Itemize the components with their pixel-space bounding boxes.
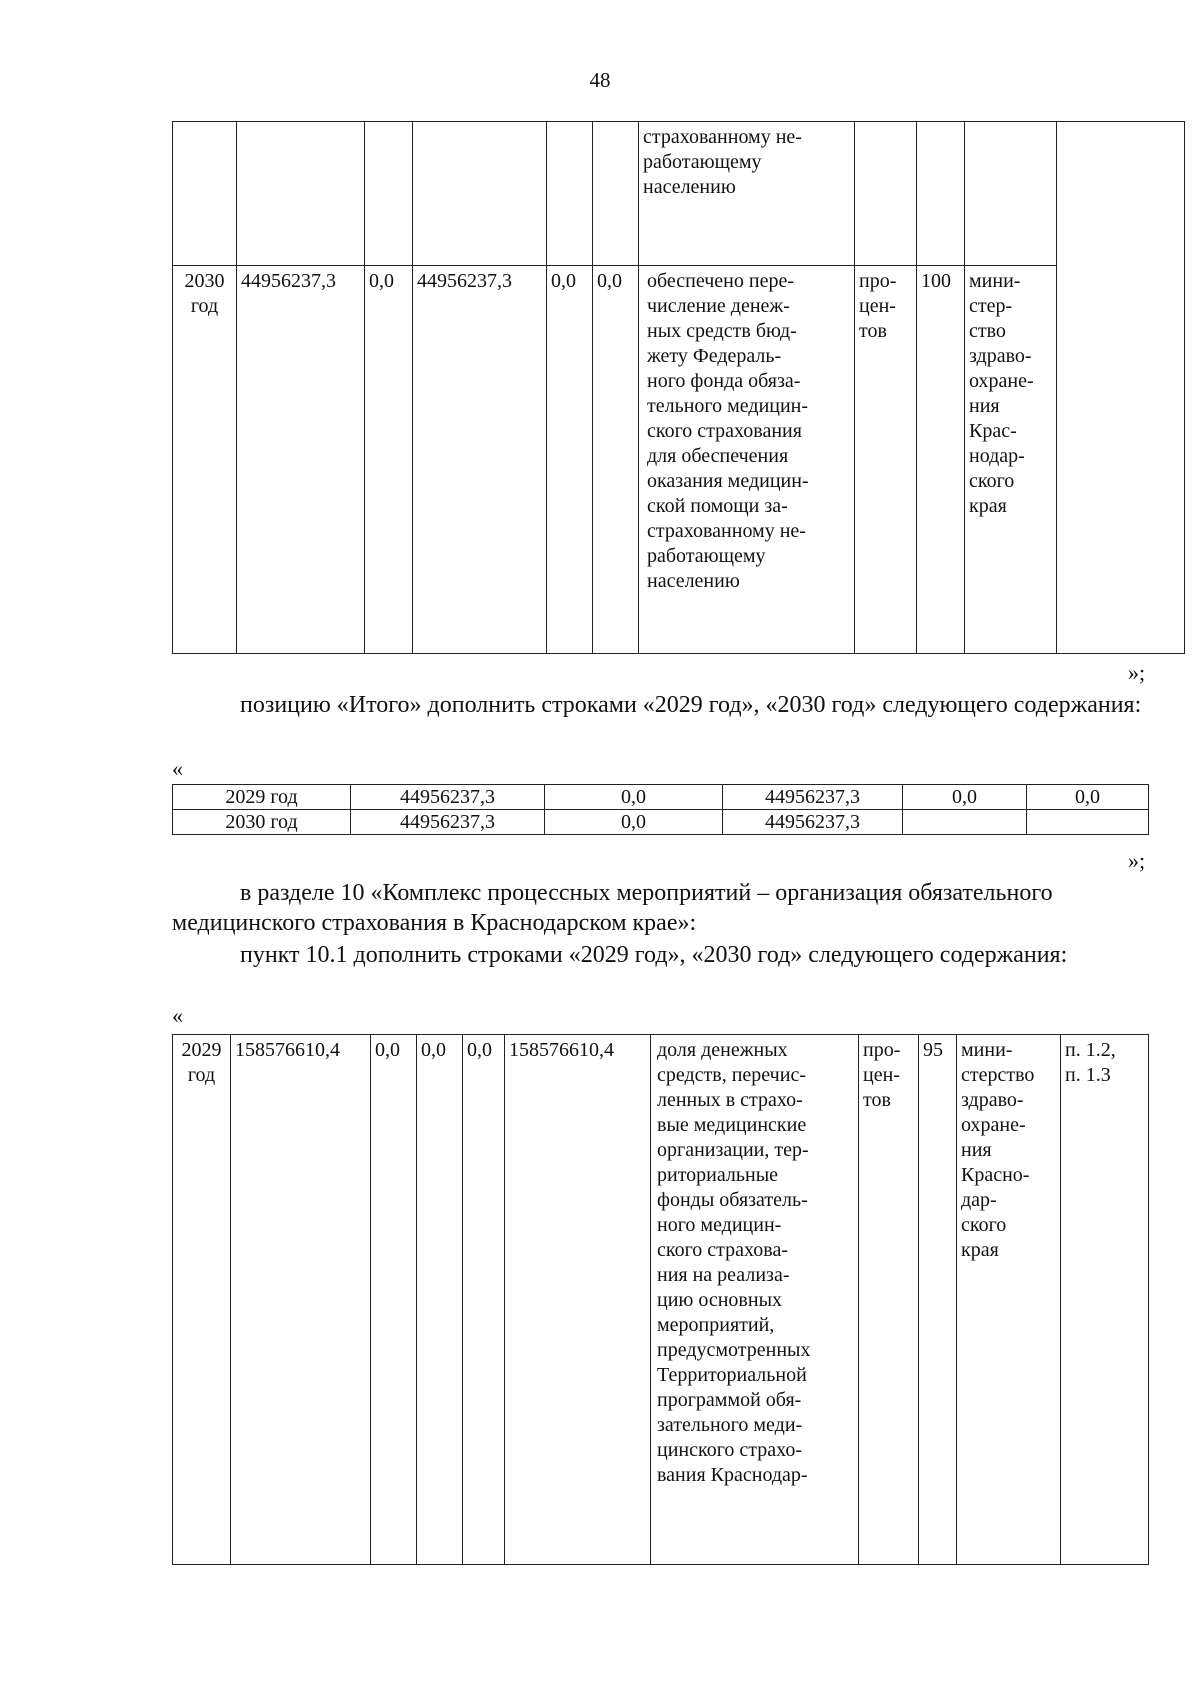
empty-cell <box>1057 122 1185 654</box>
table-row <box>173 810 1149 835</box>
regional-cell: 44956237,3 <box>723 785 903 810</box>
municipal-cell: 0,0 <box>463 1035 505 1565</box>
year-cell: 2030 год <box>173 810 351 835</box>
municipal-cell: 0,0 <box>903 785 1027 810</box>
executor-cell: мини- стер- ство здраво- охране- ния Крас- нодар- ского края <box>965 266 1057 654</box>
opening-quote: « <box>172 756 183 781</box>
table-row <box>173 785 1149 810</box>
total-cell: 44956237,3 <box>237 266 365 654</box>
value-cell: 95 <box>919 1035 957 1565</box>
itogo-table <box>172 784 1149 835</box>
indicator-cell: обеспечено пере- числение денеж- ных средств бюд- жету Федераль- ного фонда обяза- тельного медицин- ского страхования для обеспечения оказания медицин- ской помощи за- страхованному не- работающему населению <box>639 266 855 654</box>
section-10-paragraph: в разделе 10 «Комплекс процессных мероприятий – организация обязательного медицинского страхования в Краснодарском крае»: <box>172 880 1053 936</box>
item-10-1-paragraph: пункт 10.1 дополнить строками «2029 год», «2030 год» следующего содержания: <box>240 942 1068 968</box>
page-number: 48 <box>589 68 611 92</box>
regional-cell: 0,0 <box>417 1035 463 1565</box>
indicator-cell: доля денежных средств, перечис- ленных в страхо- вые медицинские организации, тер- риториальные фонды обязатель- ного медицин- ского страхова- ния на реализа- цию основных мероприятий, предусмотренных Территориальной программой обя- зательного меди- цинского страхо- вания Краснодар- <box>651 1035 859 1565</box>
unit-cell: про- цен- тов <box>859 1035 919 1565</box>
regional-cell: 44956237,3 <box>723 810 903 835</box>
year-cell: 2029 год <box>173 1035 231 1565</box>
federal-cell: 0,0 <box>545 785 723 810</box>
municipal-cell <box>903 810 1027 835</box>
opening-quote: « <box>172 1003 183 1028</box>
table-row <box>173 266 1185 654</box>
item-10-1-table <box>172 1034 1149 1565</box>
regional-cell: 44956237,3 <box>413 266 547 654</box>
ffoms-cell: 158576610,4 <box>505 1035 651 1565</box>
executor-cell: мини- стерство здраво- охране- ния Красно- дар- ского края <box>957 1035 1061 1565</box>
federal-cell: 0,0 <box>365 266 413 654</box>
closing-quote: »; <box>1128 660 1146 685</box>
itogo-paragraph: позицию «Итого» дополнить строками «2029 год», «2030 год» следующего содержания: <box>240 692 1142 718</box>
refs-cell: п. 1.2, п. 1.3 <box>1061 1035 1149 1565</box>
year-cell: 2029 год <box>173 785 351 810</box>
federal-cell: 0,0 <box>545 810 723 835</box>
indicator-text: страхованному не- работающему населению <box>639 122 855 266</box>
extrabudget-cell <box>1027 810 1149 835</box>
federal-cell: 0,0 <box>371 1035 417 1565</box>
table-row <box>173 1035 1149 1565</box>
year-cell: 2030 год <box>173 266 237 654</box>
total-cell: 158576610,4 <box>231 1035 371 1565</box>
municipal-cell: 0,0 <box>547 266 593 654</box>
value-cell: 100 <box>917 266 965 654</box>
program-table-continued <box>172 121 1185 654</box>
total-cell: 44956237,3 <box>351 810 545 835</box>
total-cell: 44956237,3 <box>351 785 545 810</box>
extrabudget-cell: 0,0 <box>1027 785 1149 810</box>
closing-quote: »; <box>1128 848 1146 873</box>
extrabudget-cell: 0,0 <box>593 266 639 654</box>
unit-cell: про- цен- тов <box>855 266 917 654</box>
table-row <box>173 122 1185 266</box>
